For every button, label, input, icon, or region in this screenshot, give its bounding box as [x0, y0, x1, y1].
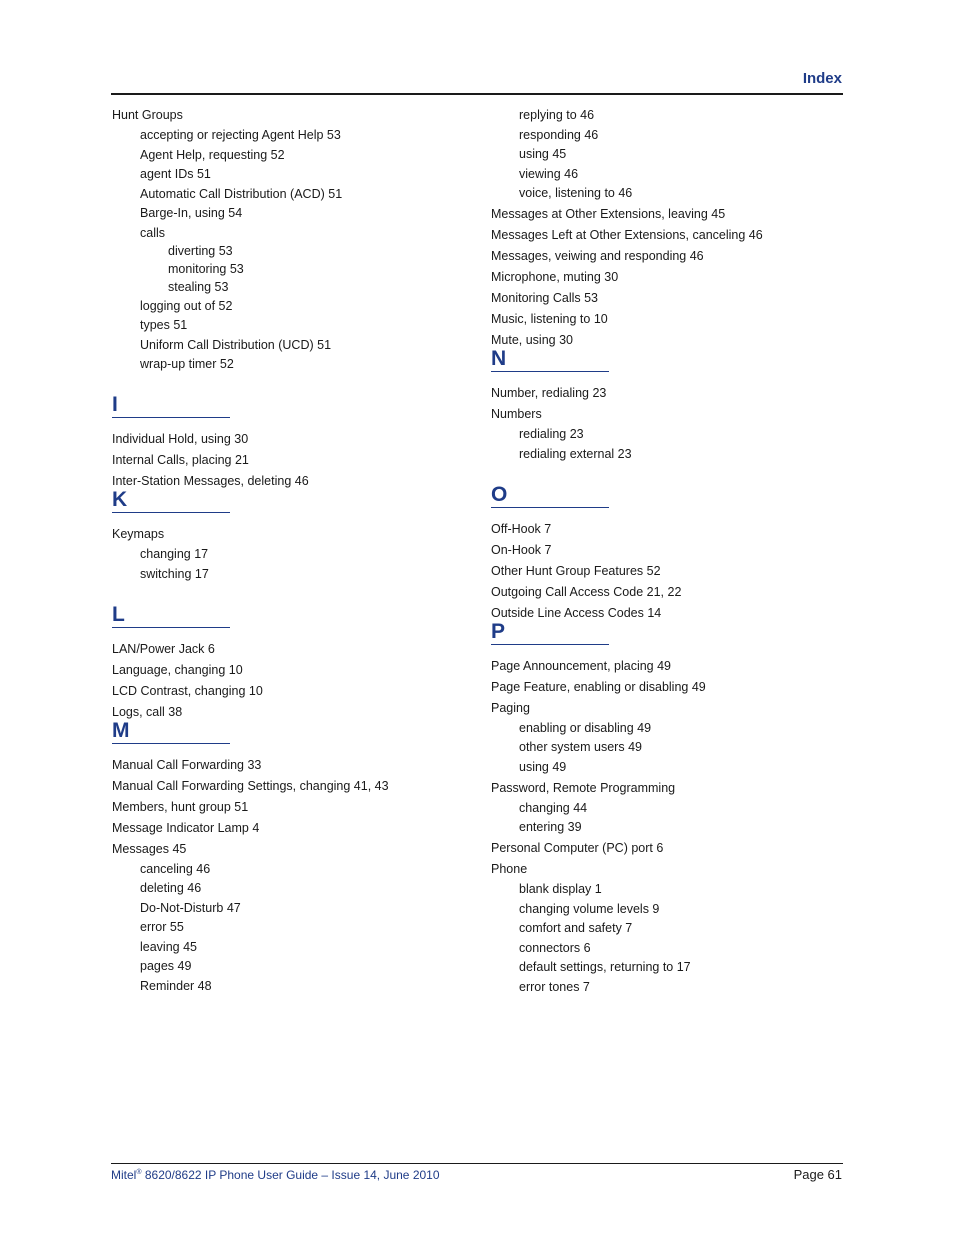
index-entry: other system users 49 — [519, 740, 642, 754]
index-entry: changing 44 — [519, 800, 588, 815]
index-letter-section-m — [112, 719, 472, 744]
index-entry: Personal Computer (PC) port 6 — [491, 841, 664, 855]
index-entry: Monitoring Calls 53 — [491, 291, 598, 305]
index-column-right — [491, 108, 851, 994]
index-entry: redialing 23 — [519, 427, 584, 441]
index-entry: redialing external 23 — [519, 446, 632, 461]
index-entry: Hunt Groups — [112, 108, 183, 122]
index-entry: connectors 6 — [519, 940, 591, 955]
index-entry: Messages 45 — [112, 841, 187, 856]
index-column-left — [112, 108, 472, 993]
index-entry: Number, redialing 23 — [491, 386, 607, 400]
index-entry: Music, listening to 10 — [491, 312, 608, 326]
header-rule — [111, 93, 843, 95]
index-entry: responding 46 — [519, 127, 599, 142]
index-letter-heading: K — [112, 488, 128, 511]
index-letter-rule — [491, 371, 609, 372]
index-entry: default settings, returning to 17 — [519, 960, 691, 974]
index-entry: monitoring 53 — [168, 261, 244, 276]
index-entry: Individual Hold, using 30 — [112, 432, 249, 446]
footer-reg-mark: ® — [136, 1169, 142, 1176]
index-entry: Automatic Call Distribution (ACD) 51 — [140, 186, 343, 201]
index-letter-heading: P — [491, 619, 506, 643]
index-entry: pages 49 — [140, 959, 192, 973]
footer-page-number: Page 61 — [793, 1167, 842, 1182]
index-entry: Page Feature, enabling or disabling 49 — [491, 679, 706, 694]
index-entry: accepting or rejecting Agent Help 53 — [140, 128, 341, 142]
footer-guide-text: 8620/8622 IP Phone User Guide – Issue 14, June 2010 — [141, 1168, 440, 1182]
index-entry: Uniform Call Distribution (UCD) 51 — [140, 337, 332, 352]
index-entry: viewing 46 — [519, 166, 579, 181]
index-entry: Messages Left at Other Extensions, canceling 46 — [491, 228, 763, 242]
index-entry: blank display 1 — [519, 882, 602, 896]
index-letter-rule — [112, 743, 230, 744]
index-entry: wrap-up timer 52 — [140, 357, 234, 371]
index-entry: On-Hook 7 — [491, 542, 552, 557]
index-letter-section-o — [491, 483, 851, 508]
index-entry: Reminder 48 — [140, 978, 212, 993]
index-entry: Agent Help, requesting 52 — [140, 147, 285, 162]
index-entry: Page Announcement, placing 49 — [491, 658, 671, 673]
index-entry: Keymaps — [112, 527, 165, 541]
index-entry: stealing 53 — [168, 279, 229, 294]
index-entry: error 55 — [140, 920, 184, 934]
footer-guide-title — [111, 1168, 440, 1182]
index-entry: diverting 53 — [168, 243, 233, 258]
index-entry: changing volume levels 9 — [519, 901, 660, 916]
index-entry: Logs, call 38 — [112, 704, 183, 719]
index-letter-section-k — [112, 488, 472, 513]
index-letter-rule — [491, 644, 609, 645]
index-entry: voice, listening to 46 — [519, 186, 633, 200]
index-entry: logging out of 52 — [140, 298, 233, 313]
index-entry: deleting 46 — [140, 881, 202, 895]
index-entry: Internal Calls, placing 21 — [112, 453, 249, 467]
index-entry: Off-Hook 7 — [491, 521, 552, 536]
index-letter-heading: I — [112, 393, 118, 416]
index-entry: Outside Line Access Codes 14 — [491, 605, 662, 620]
index-entry: Manual Call Forwarding Settings, changing 41, 43 — [112, 778, 389, 793]
index-letter-rule — [112, 417, 230, 418]
index-entry: LAN/Power Jack 6 — [112, 641, 215, 656]
index-entry: Other Hunt Group Features 52 — [491, 563, 661, 578]
index-entry: switching 17 — [140, 566, 209, 581]
index-entry: Numbers — [491, 407, 542, 421]
index-entry: Microphone, muting 30 — [491, 270, 619, 284]
index-letter-rule — [112, 512, 230, 513]
index-entry: Inter-Station Messages, deleting 46 — [112, 474, 309, 488]
index-entry: Manual Call Forwarding 33 — [112, 757, 262, 772]
index-letter-section-l — [112, 603, 472, 628]
header-title: Index — [802, 70, 842, 87]
index-entry: comfort and safety 7 — [519, 921, 633, 935]
index-entry: agent IDs 51 — [140, 167, 211, 181]
index-entry: replying to 46 — [519, 108, 595, 122]
index-entry: Members, hunt group 51 — [112, 799, 249, 814]
index-entry: canceling 46 — [140, 861, 211, 876]
index-letter-section-i — [112, 393, 472, 418]
index-entry: enabling or disabling 49 — [519, 720, 652, 735]
index-entry: leaving 45 — [140, 939, 197, 954]
index-letter-heading: L — [112, 602, 125, 626]
index-entry: Language, changing 10 — [112, 662, 243, 677]
index-letter-rule — [112, 627, 230, 628]
index-letter-section-n — [491, 347, 851, 372]
index-letter-rule — [491, 507, 609, 508]
index-entry: Paging — [491, 700, 530, 715]
footer-brand: Mitel — [111, 1168, 137, 1182]
index-entry: Do-Not-Disturb 47 — [140, 900, 241, 915]
index-entry: Password, Remote Programming — [491, 780, 676, 795]
index-entry: using 45 — [519, 147, 567, 161]
index-letter-section-p — [491, 620, 851, 645]
index-entry: Messages, veiwing and responding 46 — [491, 249, 704, 263]
index-entry: Barge-In, using 54 — [140, 206, 243, 220]
index-letter-heading: N — [491, 347, 507, 370]
index-entry: Mute, using 30 — [491, 333, 573, 347]
index-entry: Outgoing Call Access Code 21, 22 — [491, 584, 682, 599]
index-entry: changing 17 — [140, 547, 209, 561]
index-entry: LCD Contrast, changing 10 — [112, 683, 263, 698]
index-entry: error tones 7 — [519, 979, 590, 994]
index-letter-heading: O — [491, 482, 508, 506]
index-letter-heading: M — [112, 718, 130, 742]
index-entry: using 49 — [519, 759, 567, 774]
index-entry: calls — [140, 225, 166, 240]
index-entry: Phone — [491, 862, 528, 876]
index-entry: entering 39 — [519, 820, 582, 834]
index-entry: Message Indicator Lamp 4 — [112, 820, 260, 835]
index-entry: Messages at Other Extensions, leaving 45 — [491, 207, 726, 221]
footer-rule — [111, 1163, 843, 1164]
index-entry: types 51 — [140, 318, 188, 332]
